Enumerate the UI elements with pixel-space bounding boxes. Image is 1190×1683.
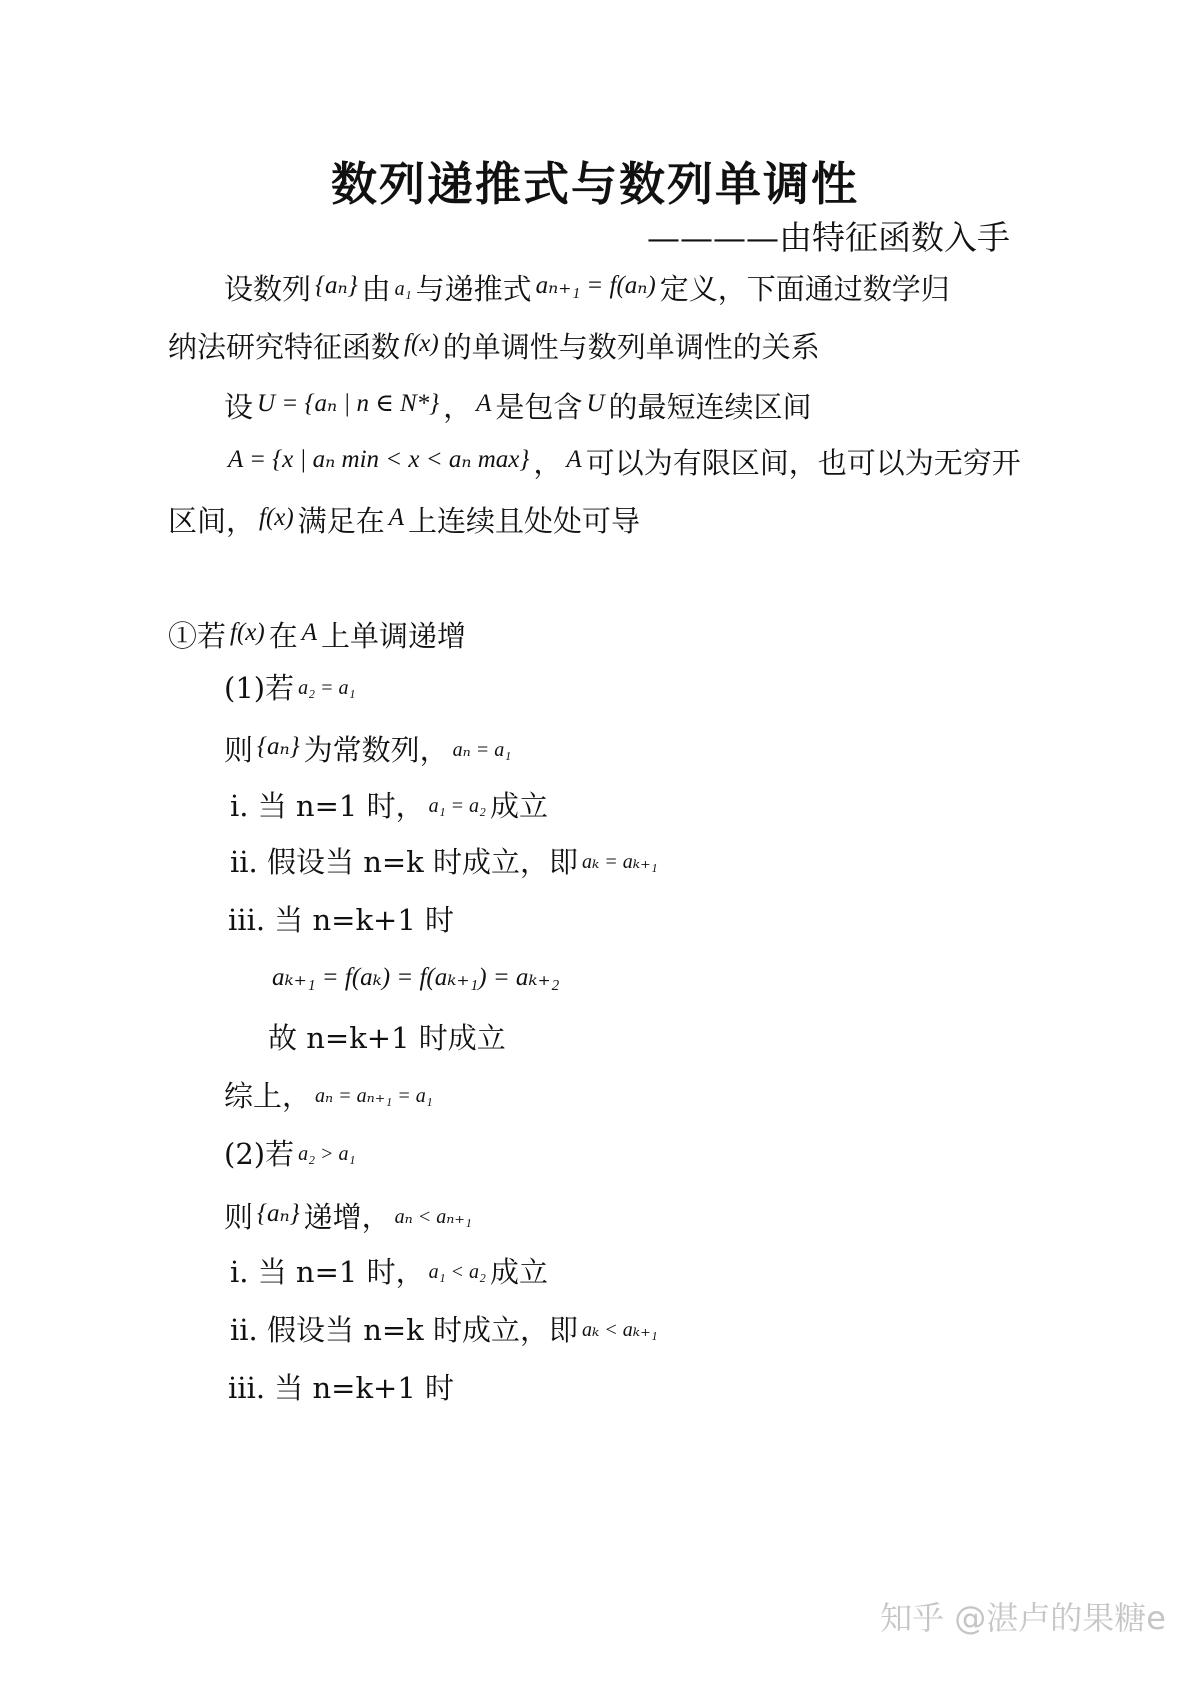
watermark: 知乎 @湛卢的果糖e <box>880 1599 1166 1637</box>
page-subtitle: ————由特征函数入手 <box>647 218 1010 257</box>
proof-step: ⅱ. 假设当 n=k 时成立，即 aₖ = aₖ₊₁ <box>230 845 658 879</box>
case-heading: (2)若 a₂ > a₁ <box>224 1137 356 1171</box>
text-line: A = {x | aₙ min < x < aₙ max} ， A 可以为有限区间，也可以为无穷开 <box>228 446 1021 480</box>
proof-step: ⅲ. 当 n=k+1 时 <box>228 1371 454 1405</box>
page-title: 数列递推式与数列单调性 <box>331 157 859 211</box>
text-line: 设 U = {aₙ | n ∈ N*} ， A 是包含 U 的最短连续区间 <box>224 390 812 424</box>
proof-step: ⅱ. 假设当 n=k 时成立，即 aₖ < aₖ₊₁ <box>230 1313 658 1347</box>
case-heading: (1)若 a₂ = a₁ <box>224 671 356 705</box>
section-heading: ①若 f(x) 在 A 上单调递增 <box>168 619 467 653</box>
text-line: 设数列 {aₙ} 由 a₁ 与递推式 aₙ₊₁ = f(aₙ) 定义，下面通过数学归 <box>224 272 950 306</box>
text-line: 综上， aₙ = aₙ₊₁ = a₁ <box>224 1079 433 1113</box>
text-line: 则 {aₙ} 为常数列， aₙ = a₁ <box>224 733 512 767</box>
text-line: 区间， f(x) 满足在 A 上连续且处处可导 <box>168 504 641 538</box>
proof-step: ⅰ. 当 n=1 时， a₁ = a₂ 成立 <box>230 789 548 823</box>
proof-step: ⅰ. 当 n=1 时， a₁ < a₂ 成立 <box>230 1255 548 1289</box>
text-line: 纳法研究特征函数 f(x) 的单调性与数列单调性的关系 <box>168 330 820 364</box>
proof-step: ⅲ. 当 n=k+1 时 <box>228 903 454 937</box>
text-line: 故 n=k+1 时成立 <box>268 1021 506 1055</box>
text-line: 则 {aₙ} 递增， aₙ < aₙ₊₁ <box>224 1200 472 1234</box>
equation-line: aₖ₊₁ = f(aₖ) = f(aₖ₊₁) = aₖ₊₂ <box>272 964 560 991</box>
